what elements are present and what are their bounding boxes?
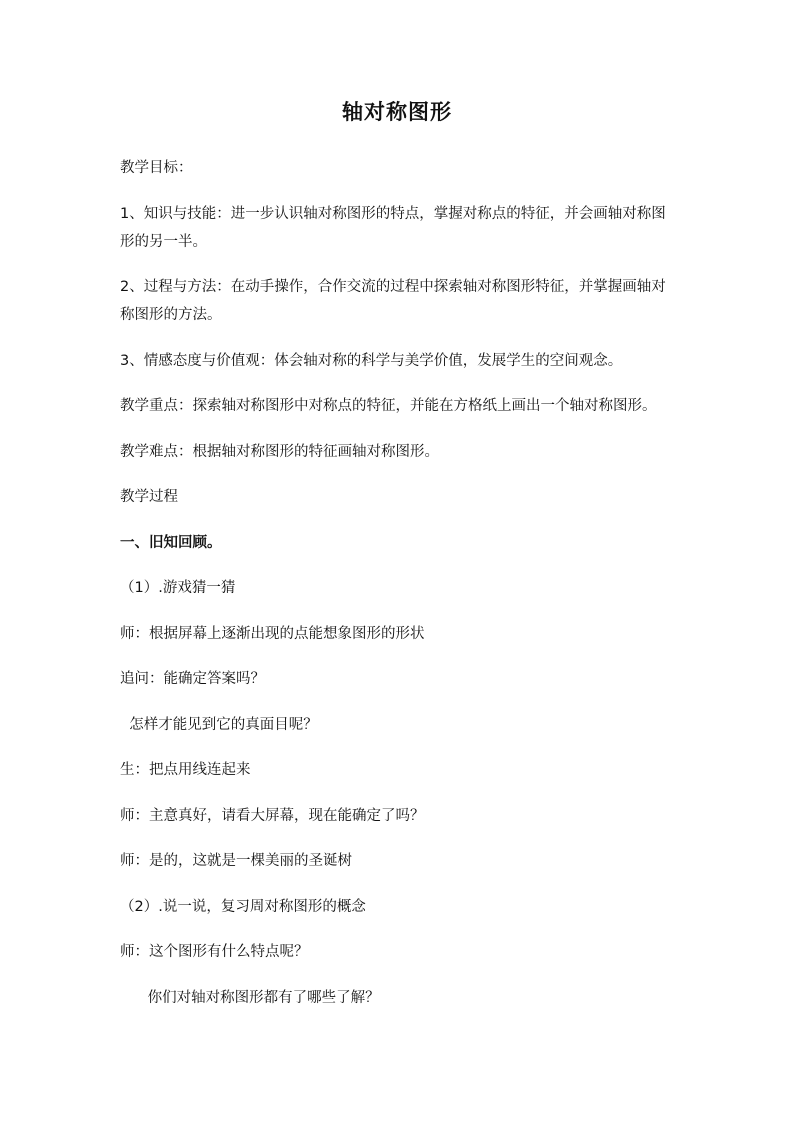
paragraph-student-1: 生：把点用线连起来	[120, 762, 251, 778]
paragraph-game: （1）.游戏猜一猜	[120, 580, 236, 596]
paragraph-teacher-4: 师：这个图形有什么特点呢？	[120, 944, 309, 960]
paragraph-goal-attitude: 3、情感态度与价值观：体会轴对称的科学与美学价值，发展学生的空间观念。	[120, 352, 623, 369]
paragraph-teacher-3: 师：是的，这就是一棵美丽的圣诞树	[120, 853, 352, 869]
document-title: 轴对称图形	[342, 99, 452, 124]
section-heading-review: 一、旧知回顾。	[120, 534, 222, 551]
paragraph-teaching-goals-heading: 教学目标：	[120, 160, 193, 176]
paragraph-difficulties: 教学难点：根据轴对称图形的特征画轴对称图形。	[120, 443, 439, 460]
document-body	[120, 154, 680, 1029]
paragraph-process-heading: 教学过程	[120, 489, 178, 505]
paragraph-teacher-5: 你们对轴对称图形都有了哪些了解？	[120, 989, 380, 1006]
paragraph-follow-up: 追问：能确定答案吗？	[120, 671, 265, 687]
paragraph-key-points: 教学重点：探索轴对称图形中对称点的特征，并能在方格纸上画出一个轴对称图形。	[120, 398, 657, 414]
paragraph-teacher-1: 师：根据屏幕上逐渐出现的点能想象图形的形状	[120, 625, 425, 642]
paragraph-follow-up-2: 怎样才能见到它的真面目呢？	[120, 716, 318, 733]
paragraph-teacher-2: 师：主意真好，请看大屏幕，现在能确定了吗？	[120, 807, 425, 824]
paragraph-goal-process: 2、过程与方法：在动手操作，合作交流的过程中探索轴对称图形特征，并掌握画轴对称图形的方法。	[120, 279, 666, 323]
paragraph-discuss: （2）.说一说，复习周对称图形的概念	[120, 898, 366, 915]
paragraph-goal-knowledge: 1、知识与技能：进一步认识轴对称图形的特点，掌握对称点的特征，并会画轴对称图形的另一半。	[120, 205, 666, 250]
